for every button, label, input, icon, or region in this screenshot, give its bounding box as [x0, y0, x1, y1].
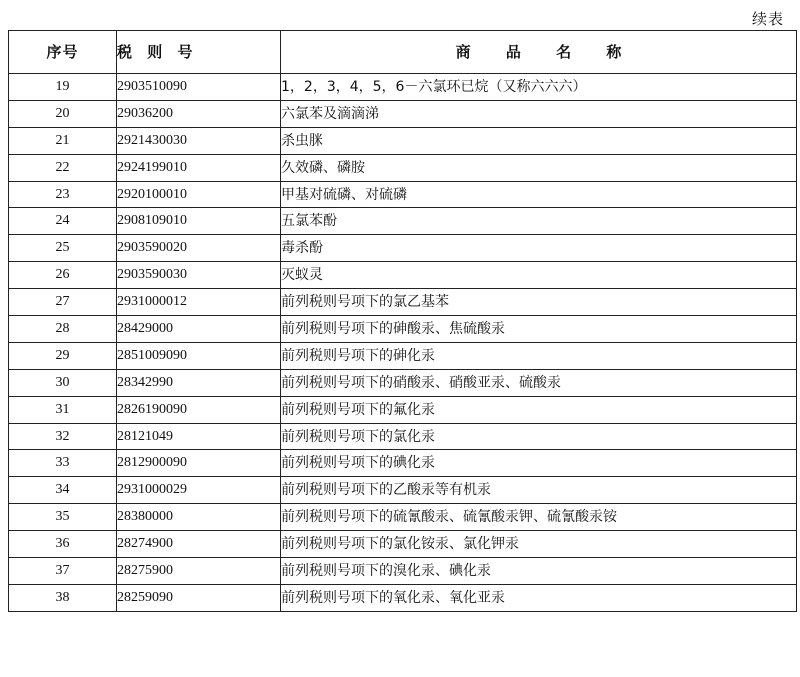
row-code-cell: 2903590030 — [117, 262, 281, 289]
table-row — [9, 289, 797, 316]
table-row — [9, 369, 797, 396]
table-row — [9, 154, 797, 181]
header-code: 税 则 号 — [117, 31, 281, 74]
row-seq-cell: 25 — [9, 235, 117, 262]
continued-label: 续表 — [751, 10, 784, 28]
table-row — [9, 558, 797, 585]
row-code-cell: 28342990 — [117, 369, 281, 396]
row-code-cell: 2903590020 — [117, 235, 281, 262]
table-row — [9, 262, 797, 289]
row-name-cell: 前列税则号项下的砷化汞 — [281, 342, 797, 369]
table-body — [9, 74, 797, 612]
row-seq-cell: 22 — [9, 154, 117, 181]
table-row — [9, 423, 797, 450]
row-name-cell: 前列税则号项下的砷酸汞、焦硫酸汞 — [281, 316, 797, 343]
row-seq-cell: 28 — [9, 316, 117, 343]
row-code-cell: 2908109010 — [117, 208, 281, 235]
row-seq-cell: 37 — [9, 558, 117, 585]
table-row — [9, 584, 797, 611]
table-row — [9, 235, 797, 262]
table-row — [9, 100, 797, 127]
row-name-cell: 灭蚁灵 — [281, 262, 797, 289]
row-code-cell: 2924199010 — [117, 154, 281, 181]
row-name-cell: 六氯苯及滴滴涕 — [281, 100, 797, 127]
table-row — [9, 450, 797, 477]
row-seq-cell: 33 — [9, 450, 117, 477]
row-name-cell: 前列税则号项下的硫氰酸汞、硫氰酸汞钾、硫氰酸汞铵 — [281, 504, 797, 531]
row-seq-cell: 35 — [9, 504, 117, 531]
row-seq-cell: 29 — [9, 342, 117, 369]
row-code-cell: 28380000 — [117, 504, 281, 531]
row-seq-cell: 24 — [9, 208, 117, 235]
table-row — [9, 531, 797, 558]
row-code-cell: 28259090 — [117, 584, 281, 611]
row-code-cell: 28121049 — [117, 423, 281, 450]
row-name-cell: 前列税则号项下的硝酸汞、硝酸亚汞、硫酸汞 — [281, 369, 797, 396]
row-code-cell: 28274900 — [117, 531, 281, 558]
row-seq-cell: 19 — [9, 74, 117, 101]
row-seq-cell: 32 — [9, 423, 117, 450]
row-code-cell: 2903510090 — [117, 74, 281, 101]
row-name-cell: 前列税则号项下的溴化汞、碘化汞 — [281, 558, 797, 585]
row-name-cell: 毒杀酚 — [281, 235, 797, 262]
row-name-cell: 前列税则号项下的氯化汞 — [281, 423, 797, 450]
table-row — [9, 477, 797, 504]
row-seq-cell: 30 — [9, 369, 117, 396]
row-name-cell: 前列税则号项下的氯化铵汞、氯化钾汞 — [281, 531, 797, 558]
header-seq: 序号 — [9, 31, 117, 74]
row-name-cell: 甲基对硫磷、对硫磷 — [281, 181, 797, 208]
row-code-cell: 28429000 — [117, 316, 281, 343]
row-name-cell: 五氯苯酚 — [281, 208, 797, 235]
row-seq-cell: 38 — [9, 584, 117, 611]
row-seq-cell: 36 — [9, 531, 117, 558]
row-code-cell: 2851009090 — [117, 342, 281, 369]
header-name: 商 品 名 称 — [281, 31, 797, 74]
row-code-cell: 29036200 — [117, 100, 281, 127]
row-code-cell: 2920100010 — [117, 181, 281, 208]
row-code-cell: 2826190090 — [117, 396, 281, 423]
row-name-cell: 久效磷、磷胺 — [281, 154, 797, 181]
row-seq-cell: 34 — [9, 477, 117, 504]
row-name-cell: 杀虫脒 — [281, 127, 797, 154]
row-name-cell: 前列税则号项下的氯乙基苯 — [281, 289, 797, 316]
row-name-cell: 1，2，3，4，5，6－六氯环已烷（又称六六六） — [281, 74, 797, 101]
row-code-cell: 2931000029 — [117, 477, 281, 504]
row-seq-cell: 21 — [9, 127, 117, 154]
row-name-cell: 前列税则号项下的氧化汞、氧化亚汞 — [281, 584, 797, 611]
table-row — [9, 342, 797, 369]
table-row — [9, 181, 797, 208]
row-code-cell: 2812900090 — [117, 450, 281, 477]
row-seq-cell: 31 — [9, 396, 117, 423]
table-row — [9, 127, 797, 154]
table-header-row — [9, 31, 797, 74]
goods-table — [8, 30, 797, 612]
row-seq-cell: 20 — [9, 100, 117, 127]
row-name-cell: 前列税则号项下的乙酸汞等有机汞 — [281, 477, 797, 504]
table-row — [9, 74, 797, 101]
table-row — [9, 396, 797, 423]
table-row — [9, 316, 797, 343]
row-seq-cell: 23 — [9, 181, 117, 208]
row-code-cell: 2931000012 — [117, 289, 281, 316]
row-code-cell: 28275900 — [117, 558, 281, 585]
table-row — [9, 208, 797, 235]
row-seq-cell: 26 — [9, 262, 117, 289]
row-name-cell: 前列税则号项下的碘化汞 — [281, 450, 797, 477]
row-name-cell: 前列税则号项下的氟化汞 — [281, 396, 797, 423]
table-row — [9, 504, 797, 531]
row-seq-cell: 27 — [9, 289, 117, 316]
row-code-cell: 2921430030 — [117, 127, 281, 154]
